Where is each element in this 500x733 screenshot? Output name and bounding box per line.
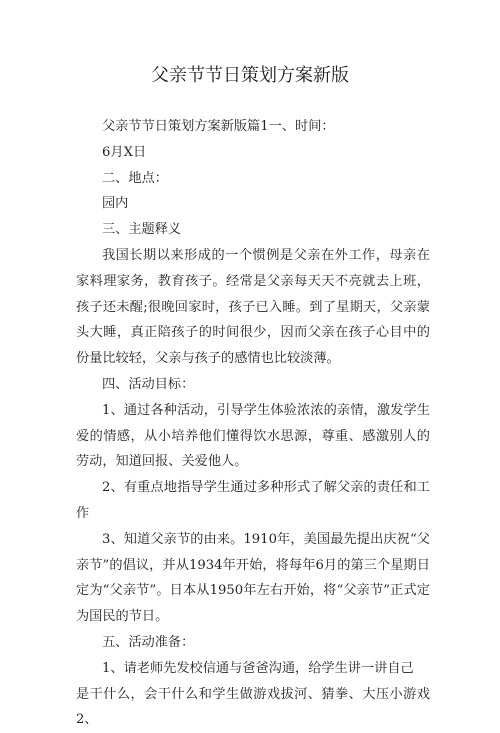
document-body: [76, 114, 430, 733]
paragraph: 园内: [102, 196, 129, 212]
paragraph: 是干什么，会干什么和学生做游戏拔河、猜拳、大压小游戏2、: [76, 686, 430, 728]
paragraph: 1、通过各种活动，引导学生体验浓浓的亲情，激发学生爱的情感，从小培养他们懂得饮水思源，尊重、感激别人的劳动，知道回报、关爱他人。: [76, 402, 430, 470]
paragraph: 3、知道父亲节的由来。1910年，美国最先提出庆祝“父亲节”的倡议，并从1934年开始，将每年6月的第三个星期日定为“父亲节”。日本从1950年左右开始，将“父亲节”正式定为国民的节日。: [76, 531, 430, 625]
paragraph: 五、活动准备：: [102, 634, 195, 650]
paragraph: 6月X日: [102, 144, 147, 160]
paragraph: 父亲节节日策划方案新版篇1一、时间：: [102, 119, 335, 134]
paragraph: 二、地点：: [102, 170, 168, 186]
paragraph: 三、主题释义: [102, 222, 182, 238]
paragraph: 四、活动目标：: [102, 376, 195, 392]
document-title: 父亲节节日策划方案新版: [151, 65, 349, 86]
paragraph: 1、请老师先发校信通与爸爸沟通，给学生讲一讲自己: [102, 660, 414, 676]
paragraph: 我国长期以来形成的一个惯例是父亲在外工作，母亲在家料理家务，教育孩子。经常是父亲每天天不亮就去上班，孩子还未醒;很晚回家时，孩子已入睡。到了星期天，父亲蒙头大睡，真正陪孩子的时间很少，因而父亲在孩子心目中的份量比较轻，父亲与孩子的感情也比较淡薄。: [76, 247, 430, 367]
paragraph: 2、有重点地指导学生通过多种形式了解父亲的责任和工作: [76, 480, 430, 521]
